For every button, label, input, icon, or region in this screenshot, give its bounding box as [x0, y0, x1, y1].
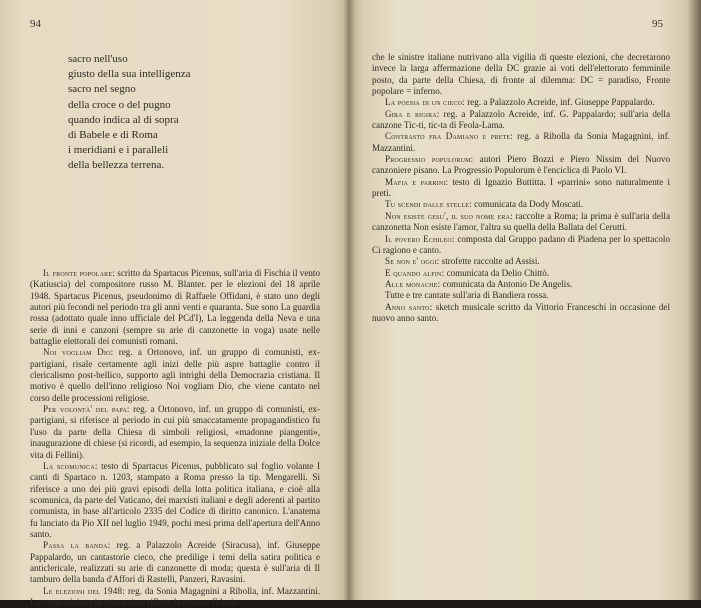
note-text: reg. a Ortonovo, inf. un gruppo di comunisti, ex-partigiani, si riferisce al periodo in cui più smaccatamente propagandistico fu l'uso da parte della Chiesa di simboli religiosi, «madonne piangenti», inaugurazione di chiese (si ricordi, ad esempio, la sequenza iniziale della Dolce vita di Fellini).	[30, 404, 320, 460]
note-heading: Tu scendi dalle stelle:	[385, 199, 472, 210]
note-paragraph	[30, 461, 320, 540]
poem-line: di Babele e di Roma	[68, 129, 158, 142]
note-paragraph	[30, 586, 320, 608]
note-paragraph	[372, 131, 670, 154]
note-paragraph	[372, 279, 670, 290]
note-paragraph	[372, 109, 670, 132]
poem-line: della bellezza terrena.	[68, 159, 165, 172]
poem-line: sacro nell'uso	[68, 53, 128, 65]
note-text: Tutte e tre cantate sull'aria di Bandiera rossa.	[385, 290, 549, 301]
poem-line: sacro nel segno	[68, 83, 136, 96]
note-text: sketch musicale scritto da Vittorio Franceschi in occasione del nuovo anno santo.	[372, 301, 670, 323]
note-text: testo di Ignazio Buttitta. I «parrini» sono naturalmente i preti.	[372, 176, 671, 199]
note-heading: Per volontà' del papa:	[43, 404, 130, 415]
notes-right	[372, 52, 670, 324]
note-paragraph	[30, 404, 320, 461]
note-heading: Anno santo:	[385, 301, 433, 312]
note-text: comunicata da Dody Moscati.	[474, 199, 584, 210]
note-heading: Contrasto fra Damiano e prete:	[385, 131, 513, 142]
note-paragraph	[30, 268, 320, 347]
note-heading: Progressio populorum:	[385, 154, 474, 165]
note-text: reg. a Ribolla da Sonia Magagnini, inf. Mazzantini.	[372, 131, 670, 153]
note-paragraph	[372, 256, 670, 267]
note-text: reg. a Palazzolo Acreide, inf. G. Pappalardo; sull'aria della canzone Tic-ti, tic-ta di Feola-Lama.	[372, 108, 670, 131]
note-heading: Le elezioni del 1948:	[43, 585, 126, 596]
poem-line: giusto della sua intelligenza	[68, 68, 191, 81]
note-continuation: che le sinistre italiane nutrivano alla vigilia di queste elezioni, che decretarono invece la larga affermazione della DC grazie ai voti dell'elettorato femminile posto, da parte della Chiesa, di fronte al dilemma: DC = paradiso, Fronte popolare = inferno.	[372, 52, 670, 97]
note-paragraph	[372, 177, 670, 200]
note-paragraph	[372, 97, 670, 108]
note-heading: Gira e rigira:	[385, 108, 440, 119]
note-text: comunicata da Antonio De Angelis.	[442, 278, 573, 289]
note-heading: Mafia e parrini:	[385, 176, 449, 187]
note-paragraph	[30, 540, 320, 585]
note-paragraph	[30, 347, 320, 404]
note-heading: Noi vogliam Dio:	[43, 347, 114, 358]
poem-line: della croce o del pugno	[68, 98, 171, 111]
right-page	[349, 0, 701, 600]
note-heading: E quando alfin:	[385, 267, 445, 278]
note-heading: Il fronte popolare:	[43, 268, 115, 278]
note-heading: La poesia di un cieco:	[385, 97, 465, 108]
note-paragraph	[372, 234, 670, 257]
note-text: strofette raccolte ad Assisi.	[441, 256, 540, 267]
note-text: composta dal Gruppo padano di Piadena per lo spettacolo Ci ragiono e canto.	[372, 233, 670, 255]
left-page	[0, 0, 349, 607]
page-number-right: 95	[652, 18, 663, 30]
note-text: testo di Spartacus Picenus, pubblicato sul foglio volante I canti di Spartaco n. 1203, stampato a Roma presso la tip. Mengarelli. Si riferisce a uno dei più gravi episodi della lotta politica italiana, e cioè alla scomunica, da parte del Vaticano, dei marxisti italiani e degli aderenti al partito comunista, in base all'articolo 2335 del Codice di diritto canonico. L'anatema fu lanciato da Pio XII nel luglio 1949, pochi mesi prima dell'apertura dell'Anno santo.	[30, 460, 320, 539]
note-heading: Il povero Echileo:	[385, 233, 455, 244]
note-text: scritto da Spartacus Picenus, sull'aria di Fischia il vento (Katiuscia) del compositore russo M. Blanter. per le elezioni del 18 aprile 1948. Spartacus Picenus, pseudonimo di Raffaele Offidani, è stato uno degli autori più fecondi nel periodo tra gli anni venti e quaranta. Sue sono La guardia rossa (adottato quale inno ufficiale del PCd'I), La leggenda della Neva e una serie di inni e canzoni (sempre su arie di canzonette in voga) usate nelle battaglie elettorali dei comunisti romani.	[30, 268, 320, 347]
note-heading: La scomunica:	[43, 460, 98, 471]
book-gutter	[343, 0, 355, 600]
page-number-left: 94	[30, 18, 41, 30]
note-paragraph	[372, 268, 670, 279]
note-text: reg. a Palazzolo Acreide, inf. Giuseppe Pappalardo.	[467, 97, 655, 108]
note-text: reg. a Ortonovo, inf. un gruppo di comunisti, ex-partigiani, risale certamente agli inizi delle più aspre battaglie contro il clericalismo post-bellico, supporto agli intrighi della Democrazia cristiana. Il motivo è quello dell'inno religioso Noi vogliam Dio, che viene cantato nel corso delle processioni religiose.	[30, 347, 320, 403]
note-text: raccolte a Roma; la prima è sull'aria della canzonetta Non esiste l'amor, l'altra su quella della Ballata del Cerutti.	[372, 210, 670, 233]
poem-line: quando indica al di sopra	[68, 113, 179, 126]
note-text: reg. da Sonia Magagnini a Ribolla, inf. Mazzantini. La composizione in ottava rima riflette la enorme fiducia	[30, 585, 320, 607]
note-heading: Alle monache:	[385, 278, 441, 289]
poem-line: i meridiani e i paralleli	[68, 144, 169, 157]
poem-fragment	[68, 52, 318, 174]
note-paragraph	[372, 302, 670, 325]
note-heading: Non esiste gesu', il suo nome era:	[385, 210, 513, 221]
note-paragraph	[372, 154, 670, 177]
note-paragraph	[372, 290, 670, 301]
notes-left	[30, 268, 320, 608]
note-text: autori Piero Bozzi e Piero Nissim del Nuovo canzoniere pisano. La Progressio Populorum è l'enciclica di Paolo VI.	[372, 154, 670, 176]
note-text: reg. a Palazzolo Acreide (Siracusa), inf. Giuseppe Pappalardo, un cantastorie cieco, che predilige i temi della satira politica e anticlericale, realizzati su arie di canzonette di moda; questa è sull'aria di Il tamburo della banda d'Affori di Rastelli, Panzeri, Ravasini.	[30, 540, 320, 585]
note-heading: Passa la banda:	[43, 540, 111, 551]
note-paragraph	[372, 199, 670, 210]
note-text: comunicata da Delio Chittò.	[446, 267, 550, 278]
note-paragraph	[372, 211, 670, 234]
note-heading: Se non e' oggi:	[385, 256, 440, 267]
